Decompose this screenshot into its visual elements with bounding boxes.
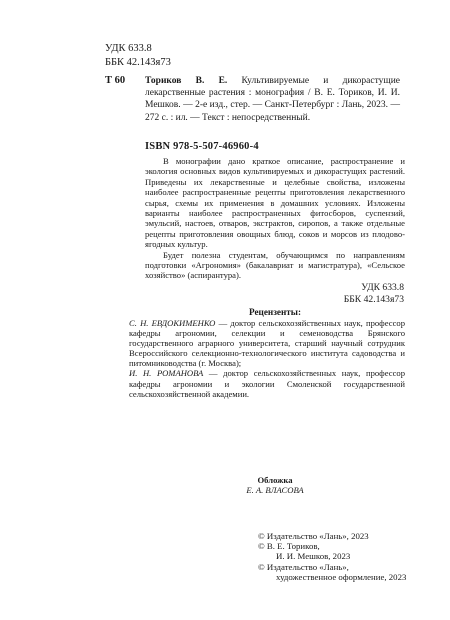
copyright-line: © В. Е. Ториков, xyxy=(258,541,320,552)
copyright-block xyxy=(258,531,406,582)
reviewer-name: И. Н. РОМАНОВА xyxy=(129,368,204,379)
reviewer-entry xyxy=(129,318,405,368)
reviewers-title: Рецензенты: xyxy=(248,307,302,317)
udk-code-right: УДК 633.8 xyxy=(361,282,404,293)
copyright-line: И. И. Мешков, 2023 xyxy=(276,551,351,562)
abstract xyxy=(145,156,405,281)
bbk-code: ББК 42.143я73 xyxy=(105,57,171,68)
bbk-code-right: ББК 42.143я73 xyxy=(343,293,404,305)
catalog-description: Культивируемые и дикорастущие лекарственные растения : монография / В. Е. Ториков, И. И. Мешков. — 2-е изд., стер. — Санкт-Петербург : Лань, 2023. — 272 с. : ил. — Текст : непосредственный. xyxy=(145,76,400,123)
isbn: ISBN 978-5-507-46960-4 xyxy=(145,141,259,152)
cover-credit xyxy=(145,475,405,495)
reviewer-name: С. Н. ЕВДОКИМЕНКО xyxy=(129,318,216,328)
catalog-author: Ториков В. Е. xyxy=(145,76,228,86)
abstract-paragraph: Будет полезна студентам, обучающимся по направлениям подготовки «Агрономия» (бакалавриат и магистратура), «Сельское хозяйство» (аспирантура). xyxy=(145,249,405,281)
classification-block-right xyxy=(145,282,404,305)
copyright-line: художественное оформление, 2023 xyxy=(276,571,407,582)
copyright-line: © Издательство «Лань», xyxy=(258,561,349,572)
reviewers-list xyxy=(129,318,405,399)
reviewer-credentials: — доктор сельскохозяйственных наук, профессор кафедры агрономии, селекции и семеноводства Брянского государственного аграрного университета, старший научный сотрудник Всероссийского селекционно-технологического института садоводства и питомниководства (г. Москва); xyxy=(129,318,405,369)
reviewer-credentials: — доктор сельскохозяйственных наук, профессор кафедры агрономии и экологии Смоленской государственной сельскохозяйственной академии. xyxy=(129,368,405,399)
author-mark: Т 60 xyxy=(105,75,126,86)
cover-designer: Е. А. ВЛАСОВА xyxy=(246,485,304,495)
classification-block-top xyxy=(105,42,171,70)
catalog-record xyxy=(145,75,400,124)
copyright-line: © Издательство «Лань», 2023 xyxy=(258,531,369,541)
reviewer-entry xyxy=(129,368,405,398)
udk-code: УДК 633.8 xyxy=(105,43,152,54)
cover-label: Обложка xyxy=(257,475,293,485)
abstract-paragraph: В монографии дано краткое описание, распространение и экология основных видов культивируемых и дикорастущих растений. Приведены их лекарственные и целебные свойства, изложены наиболее распространенные рецепты приготовления лекарственного сырья, схемы их применения в домашних условиях. Изложены варианты наиболее распространенных фитосборов, суспензий, эмульсий, настоев, отваров, экстрактов, сиропов, а также отдельные рецепты приготовления овощных блюд, соков и морсов из плодово-ягодных культур. xyxy=(145,156,405,250)
